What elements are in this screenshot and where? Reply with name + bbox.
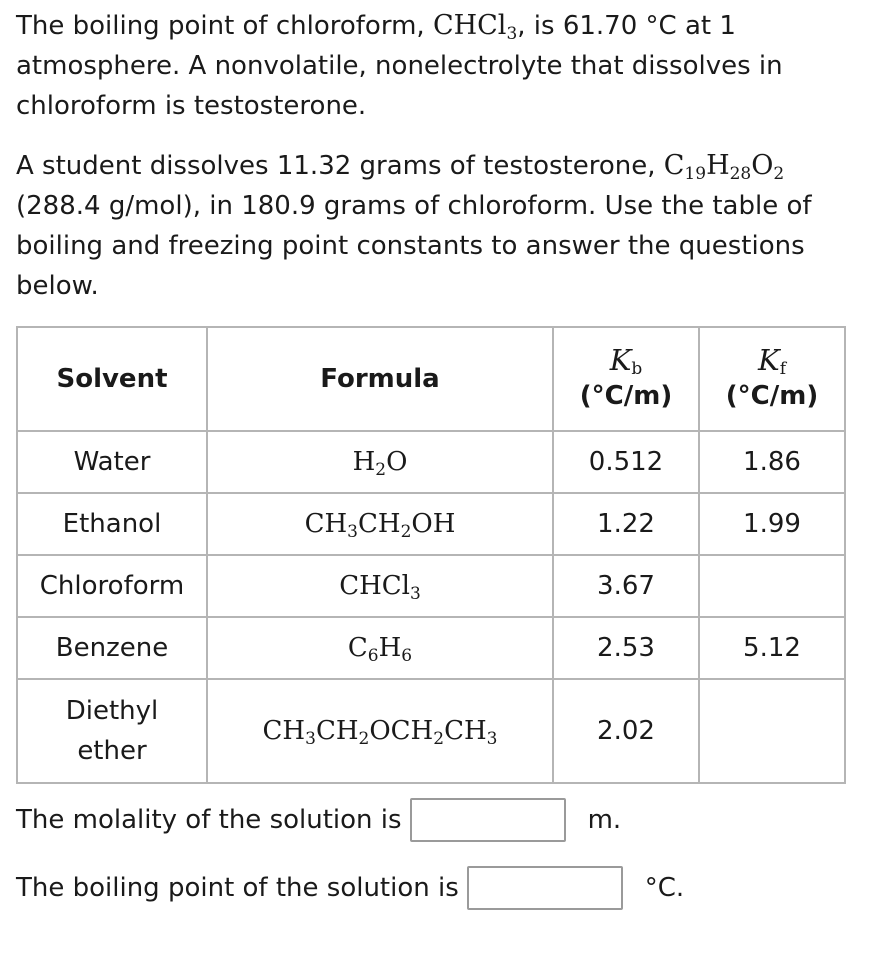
boiling-point-input[interactable]	[467, 866, 623, 910]
table-row	[17, 617, 845, 679]
kb-cell: 3.67	[553, 555, 699, 617]
formula-cell: $H_2O$	[207, 431, 553, 493]
testosterone-formula: $C_{19}H_{28}O_2$	[663, 150, 785, 184]
kf-cell: 1.99	[699, 493, 845, 555]
kb-cell: 0.512	[553, 431, 699, 493]
kb-cell: 2.53	[553, 617, 699, 679]
solvent-cell: Water	[17, 431, 207, 493]
table-row	[17, 431, 845, 493]
boiling-point-unit: °C.	[644, 873, 685, 903]
solvent-cell: Benzene	[17, 617, 207, 679]
kf-cell: 5.12	[699, 617, 845, 679]
formula-cell: $CH_3CH_2OH$	[207, 493, 553, 555]
boiling-point-label: The boiling point of the solution is	[16, 873, 459, 903]
formula-cell: $C_6H_6$	[207, 617, 553, 679]
chloroform-formula: CHCl$_3$	[432, 10, 518, 44]
problem-setup: A student dissolves 11.32 grams of testosterone, $C_{19}H_{28}O_2$ (288.4 g/mol), in 180.9 grams of chloroform. Use the table of boiling and freezing point constants to answer the questions below.	[16, 150, 812, 301]
molality-unit: m.	[587, 805, 622, 835]
kb-cell: 1.22	[553, 493, 699, 555]
molality-question	[16, 798, 621, 842]
table-header-row	[17, 327, 845, 431]
solvent-cell: Ethanol	[17, 493, 207, 555]
molality-label: The molality of the solution is	[16, 805, 402, 835]
table-row	[17, 555, 845, 617]
formula-cell: $CH_3CH_2OCH_2CH_3$	[207, 679, 553, 783]
formula-cell: CHCl$_3$	[207, 555, 553, 617]
kf-cell	[699, 679, 845, 783]
kf-cell	[699, 555, 845, 617]
header-kb: $K_b$ (°C/m)	[553, 327, 699, 431]
table-row	[17, 679, 845, 783]
solvent-cell: Chloroform	[17, 555, 207, 617]
table-row	[17, 493, 845, 555]
kf-cell: 1.86	[699, 431, 845, 493]
kb-cell: 2.02	[553, 679, 699, 783]
header-kf: $K_f$ (°C/m)	[699, 327, 845, 431]
header-formula: Formula	[207, 327, 553, 431]
problem-intro: The boiling point of chloroform, CHCl$_3$, is 61.70 °C at 1 atmosphere. A nonvolatile, nonelectrolyte that dissolves in chloroform is testosterone.	[16, 10, 783, 121]
constants-table	[16, 326, 846, 784]
solvent-cell: Diethyl ether	[17, 679, 207, 783]
boiling-point-question	[16, 866, 684, 910]
molality-input[interactable]	[410, 798, 566, 842]
header-solvent: Solvent	[17, 327, 207, 431]
